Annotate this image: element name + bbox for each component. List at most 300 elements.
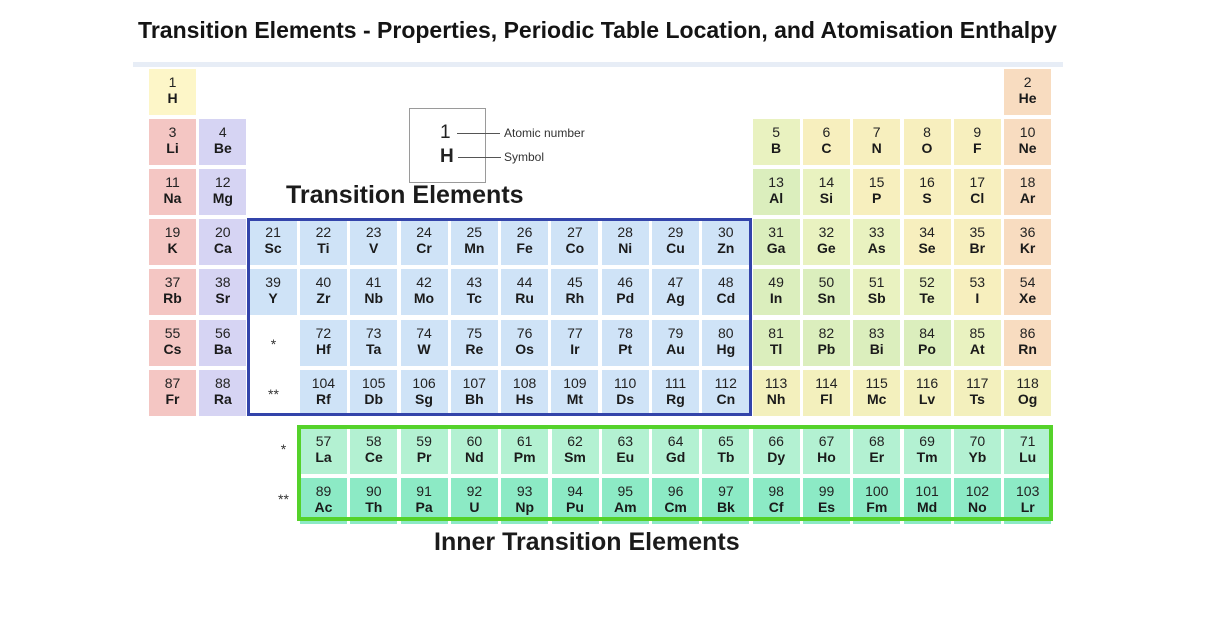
element-cell-sb xyxy=(853,269,900,315)
atomic-number: 41 xyxy=(365,274,382,291)
element-cell-h xyxy=(149,69,196,115)
atomic-number: 4 xyxy=(218,124,227,141)
element-cell-s xyxy=(904,169,951,215)
legend-symbol-label: Symbol xyxy=(504,150,545,164)
element-cell-ge xyxy=(803,219,850,265)
element-symbol: Cd xyxy=(716,290,736,307)
atomic-number: 103 xyxy=(1016,483,1040,499)
element-symbol: Pb xyxy=(817,340,836,357)
element-symbol: Gd xyxy=(665,449,686,465)
atomic-number: 54 xyxy=(1019,274,1036,291)
element-cell-b xyxy=(753,119,800,165)
atomic-number: 11 xyxy=(165,174,180,191)
element-symbol: Li xyxy=(166,140,179,157)
element-symbol: K xyxy=(167,240,178,257)
element-symbol: Er xyxy=(869,449,885,465)
lanthanide-row-marker: * xyxy=(280,441,287,457)
element-cell-c xyxy=(803,119,850,165)
element-symbol: Ir xyxy=(570,340,580,357)
atomic-number: 38 xyxy=(215,274,231,291)
atomic-number: 79 xyxy=(667,324,684,341)
atomic-number: 69 xyxy=(919,433,935,449)
element-cell-rb xyxy=(149,269,196,315)
element-symbol: Bk xyxy=(716,499,735,515)
element-symbol: Tb xyxy=(717,449,735,465)
atomic-number: 66 xyxy=(768,433,784,449)
atomic-number: 113 xyxy=(764,374,788,391)
element-cell-sn xyxy=(803,269,850,315)
atomic-number: 75 xyxy=(466,324,483,341)
atomic-number: 109 xyxy=(563,374,587,391)
element-symbol: No xyxy=(968,499,987,515)
legend-symbol-line xyxy=(458,157,501,158)
element-cell-cs xyxy=(149,320,196,366)
atomic-number: 30 xyxy=(718,224,734,241)
element-cell-li xyxy=(149,119,196,165)
element-symbol: I xyxy=(975,290,980,307)
atomic-number: 61 xyxy=(516,433,533,449)
element-symbol: Fe xyxy=(516,240,533,257)
element-cell-p xyxy=(853,169,900,215)
atomic-number: 21 xyxy=(265,224,281,241)
atomic-number: 105 xyxy=(362,374,386,391)
element-symbol: H xyxy=(167,90,178,106)
atomic-number: 67 xyxy=(818,433,835,449)
atomic-number: 81 xyxy=(768,324,784,341)
element-symbol: O xyxy=(921,140,933,157)
element-symbol: Au xyxy=(666,340,685,357)
atomic-number: 17 xyxy=(969,174,986,191)
atomic-number: 40 xyxy=(315,274,332,291)
element-symbol: Kr xyxy=(1019,240,1036,257)
atomic-number: 96 xyxy=(667,483,684,499)
element-symbol: Hg xyxy=(716,340,736,357)
atomic-number: 68 xyxy=(869,433,885,449)
atomic-number: 13 xyxy=(768,174,784,191)
element-cell-as xyxy=(853,219,900,265)
element-cell-te xyxy=(904,269,951,315)
element-cell-ba xyxy=(199,320,246,366)
element-cell-br xyxy=(954,219,1001,265)
atomic-number: 99 xyxy=(818,483,835,499)
element-cell-xe xyxy=(1004,269,1051,315)
element-symbol: Sr xyxy=(215,290,231,307)
element-symbol: Cu xyxy=(666,240,685,257)
element-symbol: Zr xyxy=(316,290,331,307)
atomic-number: 65 xyxy=(718,433,734,449)
element-symbol: Be xyxy=(213,140,232,157)
element-cell-o xyxy=(904,119,951,165)
element-symbol: Tm xyxy=(916,449,938,465)
element-symbol: Lv xyxy=(918,390,936,407)
element-cell-cl xyxy=(954,169,1001,215)
element-cell-ra xyxy=(199,370,246,416)
element-symbol: Am xyxy=(614,499,637,515)
element-symbol: Mc xyxy=(866,390,887,407)
element-symbol: Po xyxy=(918,340,936,357)
element-symbol: Al xyxy=(769,190,784,207)
element-symbol: Ca xyxy=(213,240,232,257)
atomic-number: 73 xyxy=(365,324,382,341)
element-symbol: Ag xyxy=(666,290,685,307)
element-symbol: Es xyxy=(817,499,836,515)
atomic-number: 111 xyxy=(664,374,687,391)
atomic-number: 58 xyxy=(366,433,382,449)
element-symbol: Ce xyxy=(364,449,383,465)
atomic-number: 39 xyxy=(265,274,281,291)
element-symbol: Cl xyxy=(970,190,985,207)
element-symbol: Np xyxy=(515,499,535,515)
atomic-number: 77 xyxy=(567,324,583,341)
element-symbol: Ho xyxy=(817,449,836,465)
atomic-number: 29 xyxy=(667,224,684,241)
element-symbol: W xyxy=(417,340,431,357)
atomic-number: 87 xyxy=(164,374,181,391)
atomic-number: 48 xyxy=(718,274,734,291)
atomic-number: 72 xyxy=(315,324,332,341)
atomic-number: 7 xyxy=(872,124,881,141)
element-cell-fr xyxy=(149,370,196,416)
element-symbol: Ni xyxy=(618,240,633,257)
element-symbol: In xyxy=(769,290,783,307)
element-symbol: Co xyxy=(565,240,585,257)
atomic-number: 20 xyxy=(215,224,231,241)
atomic-number: 97 xyxy=(718,483,734,499)
atomic-number: 71 xyxy=(1019,433,1036,449)
element-symbol: Mn xyxy=(464,240,485,257)
atomic-number: 15 xyxy=(868,174,885,191)
element-symbol: Pr xyxy=(416,449,432,465)
element-cell-fl xyxy=(803,370,850,416)
element-cell-f xyxy=(954,119,1001,165)
atomic-number: 63 xyxy=(617,433,634,449)
element-symbol: At xyxy=(969,340,985,357)
element-symbol: Rf xyxy=(316,390,331,407)
element-symbol: Sm xyxy=(564,449,586,465)
atomic-number: 23 xyxy=(365,224,382,241)
element-symbol: Tc xyxy=(466,290,482,307)
atomic-number: 31 xyxy=(768,224,784,241)
atomic-number: 2 xyxy=(1023,74,1032,90)
atomic-number: 60 xyxy=(466,433,483,449)
element-cell-al xyxy=(753,169,800,215)
element-symbol: Fl xyxy=(820,390,833,407)
element-symbol: Dy xyxy=(767,449,786,465)
element-cell-be xyxy=(199,119,246,165)
element-cell-ar xyxy=(1004,169,1051,215)
element-symbol: Pm xyxy=(513,449,536,465)
element-cell-k xyxy=(149,219,196,265)
atomic-number: 6 xyxy=(822,124,831,141)
element-cell-se xyxy=(904,219,951,265)
atomic-number: 55 xyxy=(164,324,181,341)
element-symbol: Ac xyxy=(314,499,333,515)
element-symbol: Cm xyxy=(664,499,687,515)
atomic-number: 9 xyxy=(973,124,982,141)
element-symbol: Na xyxy=(163,190,182,207)
element-symbol: Cr xyxy=(416,240,432,257)
element-symbol: Tl xyxy=(769,340,783,357)
element-symbol: Ta xyxy=(366,340,382,357)
atomic-number: 57 xyxy=(315,433,332,449)
atomic-number: 1 xyxy=(168,74,177,90)
element-symbol: Ti xyxy=(317,240,330,257)
atomic-number: 35 xyxy=(969,224,986,241)
element-symbol: Se xyxy=(918,240,936,257)
atomic-number: 8 xyxy=(923,124,931,141)
element-symbol: Pt xyxy=(618,340,633,357)
element-symbol: Bi xyxy=(869,340,884,357)
element-symbol: La xyxy=(315,449,332,465)
atomic-number: 18 xyxy=(1019,174,1036,191)
atomic-number: 102 xyxy=(965,483,990,499)
element-symbol: Xe xyxy=(1019,290,1037,307)
element-symbol: Cf xyxy=(768,499,784,515)
element-symbol: U xyxy=(469,499,480,515)
element-cell-tl xyxy=(753,320,800,366)
atomic-number: 115 xyxy=(865,374,888,391)
atomic-number: 64 xyxy=(667,433,684,449)
element-symbol: Lr xyxy=(1020,499,1035,515)
atomic-number: 56 xyxy=(215,324,231,341)
atomic-number: 43 xyxy=(466,274,483,291)
atomic-number: 44 xyxy=(516,274,533,291)
element-symbol: Pu xyxy=(566,499,584,515)
element-symbol: Rh xyxy=(565,290,585,307)
atomic-number: 19 xyxy=(164,224,181,241)
atomic-number: 62 xyxy=(567,433,583,449)
atomic-number: 42 xyxy=(416,274,432,291)
element-symbol: Sg xyxy=(415,390,433,407)
atomic-number: 94 xyxy=(567,483,583,499)
element-cell-at xyxy=(954,320,1001,366)
element-symbol: Rb xyxy=(163,290,182,307)
element-symbol: Ge xyxy=(817,240,836,257)
element-symbol: As xyxy=(867,240,886,257)
element-symbol: Th xyxy=(365,499,383,515)
element-symbol: Db xyxy=(364,390,384,407)
legend-atomic-number: 1 xyxy=(440,122,451,143)
atomic-number: 83 xyxy=(868,324,885,341)
element-symbol: S xyxy=(922,190,932,207)
element-symbol: Nb xyxy=(364,290,384,307)
atomic-number: 89 xyxy=(315,483,332,499)
atomic-number: 93 xyxy=(516,483,533,499)
element-symbol: Md xyxy=(916,499,938,515)
element-symbol: Sb xyxy=(867,290,886,307)
element-symbol: Os xyxy=(515,340,534,357)
element-symbol: Ts xyxy=(969,390,985,407)
element-symbol: Pd xyxy=(616,290,635,307)
legend-symbol: H xyxy=(440,146,454,167)
element-symbol: Re xyxy=(465,340,484,357)
atomic-number: 36 xyxy=(1019,224,1036,241)
element-symbol: Og xyxy=(1017,390,1038,407)
atomic-number: 90 xyxy=(366,483,382,499)
element-symbol: Te xyxy=(919,290,935,307)
inner-transition-elements-highlight xyxy=(297,425,1053,521)
element-cell-ca xyxy=(199,219,246,265)
atomic-number: 112 xyxy=(714,374,737,391)
element-symbol: Bh xyxy=(464,390,484,407)
atomic-number: 85 xyxy=(969,324,986,341)
atomic-number: 74 xyxy=(416,324,432,341)
atomic-number: 5 xyxy=(772,124,780,141)
element-symbol: Ru xyxy=(515,290,534,307)
atomic-number: 50 xyxy=(818,274,835,291)
atomic-number: 78 xyxy=(617,324,633,341)
atomic-number: 116 xyxy=(915,374,939,391)
element-symbol: Lu xyxy=(1019,449,1037,465)
element-symbol: Nh xyxy=(766,390,786,407)
element-symbol: Yb xyxy=(968,449,987,465)
element-symbol: Mt xyxy=(566,390,584,407)
element-symbol: Nd xyxy=(465,449,484,465)
element-symbol: Fm xyxy=(866,499,888,515)
element-symbol: Hf xyxy=(316,340,331,357)
element-cell-rn xyxy=(1004,320,1051,366)
atomic-number: 104 xyxy=(311,374,336,391)
element-cell-sr xyxy=(199,269,246,315)
atomic-number: 33 xyxy=(868,224,885,241)
atomic-number: 91 xyxy=(416,483,432,499)
element-cell-pb xyxy=(803,320,850,366)
element-symbol: Rn xyxy=(1018,340,1037,357)
atomic-number: 84 xyxy=(919,324,935,341)
element-symbol: Mo xyxy=(413,290,435,307)
element-symbol: Fr xyxy=(165,390,180,407)
atomic-number: 98 xyxy=(768,483,784,499)
element-symbol: He xyxy=(1018,90,1037,106)
atomic-number: 59 xyxy=(416,433,432,449)
atomic-number: 53 xyxy=(969,274,986,291)
element-cell-bi xyxy=(853,320,900,366)
atomic-number: 95 xyxy=(617,483,634,499)
atomic-number: 106 xyxy=(412,374,436,391)
atomic-number: 88 xyxy=(215,374,231,391)
element-symbol: Sc xyxy=(264,240,282,257)
page-title: Transition Elements - Properties, Periodic Table Location, and Atomisation Enthalpy xyxy=(138,17,1057,43)
atomic-number: 108 xyxy=(512,374,537,391)
element-symbol: Ds xyxy=(616,390,635,407)
atomic-number: 92 xyxy=(466,483,483,499)
atomic-number: 110 xyxy=(614,374,637,391)
atomic-number: 37 xyxy=(164,274,181,291)
element-symbol: Sn xyxy=(817,290,836,307)
atomic-number: 80 xyxy=(718,324,734,341)
atomic-number: 51 xyxy=(868,274,885,291)
element-symbol: P xyxy=(872,190,882,207)
element-symbol: Hs xyxy=(515,390,534,407)
element-cell-he xyxy=(1004,69,1051,115)
element-cell-in xyxy=(753,269,800,315)
atomic-number: 70 xyxy=(969,433,986,449)
element-symbol: Ga xyxy=(766,240,786,257)
atomic-number: 45 xyxy=(567,274,583,291)
element-symbol: Si xyxy=(819,190,833,207)
atomic-number: 100 xyxy=(865,483,889,499)
atomic-number: 86 xyxy=(1019,324,1036,341)
atomic-number: 49 xyxy=(768,274,784,291)
element-symbol: Ar xyxy=(1019,190,1036,207)
atomic-number: 47 xyxy=(667,274,684,291)
atomic-number: 34 xyxy=(919,224,935,241)
atomic-number: 101 xyxy=(915,483,939,499)
atomic-number: 26 xyxy=(516,224,533,241)
atomic-number: 27 xyxy=(567,224,583,241)
element-symbol: Zn xyxy=(717,240,735,257)
element-cell-po xyxy=(904,320,951,366)
atomic-number: 3 xyxy=(168,124,177,141)
element-cell-og xyxy=(1004,370,1051,416)
element-cell-nh xyxy=(753,370,800,416)
element-symbol: C xyxy=(821,140,832,157)
element-symbol: Br xyxy=(969,240,986,257)
atomic-number: 12 xyxy=(215,174,231,191)
element-symbol: B xyxy=(771,140,782,157)
element-symbol: Ba xyxy=(213,340,232,357)
atomic-number: 107 xyxy=(462,374,486,391)
atomic-number: 117 xyxy=(966,374,989,391)
atomic-number: 32 xyxy=(818,224,835,241)
element-cell-na xyxy=(149,169,196,215)
element-cell-ne xyxy=(1004,119,1051,165)
element-cell-n xyxy=(853,119,900,165)
atomic-number: 25 xyxy=(466,224,483,241)
element-cell-si xyxy=(803,169,850,215)
atomic-number: 46 xyxy=(617,274,633,291)
atomic-number: 14 xyxy=(818,174,835,191)
actinide-row-marker: ** xyxy=(278,491,289,507)
legend-number-label: Atomic number xyxy=(504,126,585,140)
element-symbol: Y xyxy=(268,290,278,307)
atomic-number: 52 xyxy=(919,274,935,291)
element-cell-lv xyxy=(904,370,951,416)
atomic-number: 10 xyxy=(1019,124,1036,141)
element-symbol: Mg xyxy=(212,190,233,207)
transition-elements-label: Transition Elements xyxy=(286,181,524,209)
lanthanide-placeholder: * xyxy=(270,336,277,352)
transition-elements-highlight xyxy=(247,218,752,416)
atomic-number: 82 xyxy=(818,324,835,341)
legend-number-line xyxy=(457,133,500,134)
element-symbol: Cs xyxy=(163,340,182,357)
element-cell-i xyxy=(954,269,1001,315)
element-cell-ga xyxy=(753,219,800,265)
inner-transition-elements-label: Inner Transition Elements xyxy=(434,528,740,556)
element-symbol: Ra xyxy=(213,390,232,407)
element-cell-mc xyxy=(853,370,900,416)
element-symbol: V xyxy=(369,240,379,257)
element-symbol: F xyxy=(973,140,982,157)
element-cell-kr xyxy=(1004,219,1051,265)
element-symbol: Rg xyxy=(666,390,685,407)
atomic-number: 118 xyxy=(1016,374,1039,391)
element-symbol: Eu xyxy=(616,449,635,465)
atomic-number: 16 xyxy=(919,174,935,191)
atomic-number: 28 xyxy=(617,224,633,241)
actinide-placeholder: ** xyxy=(268,386,279,402)
element-cell-mg xyxy=(199,169,246,215)
atomic-number: 114 xyxy=(815,374,838,391)
element-symbol: Pa xyxy=(415,499,433,515)
element-cell-ts xyxy=(954,370,1001,416)
element-symbol: N xyxy=(871,140,882,157)
element-symbol: Cn xyxy=(716,390,736,407)
atomic-number: 22 xyxy=(315,224,332,241)
atomic-number: 24 xyxy=(416,224,432,241)
atomic-number: 76 xyxy=(516,324,533,341)
